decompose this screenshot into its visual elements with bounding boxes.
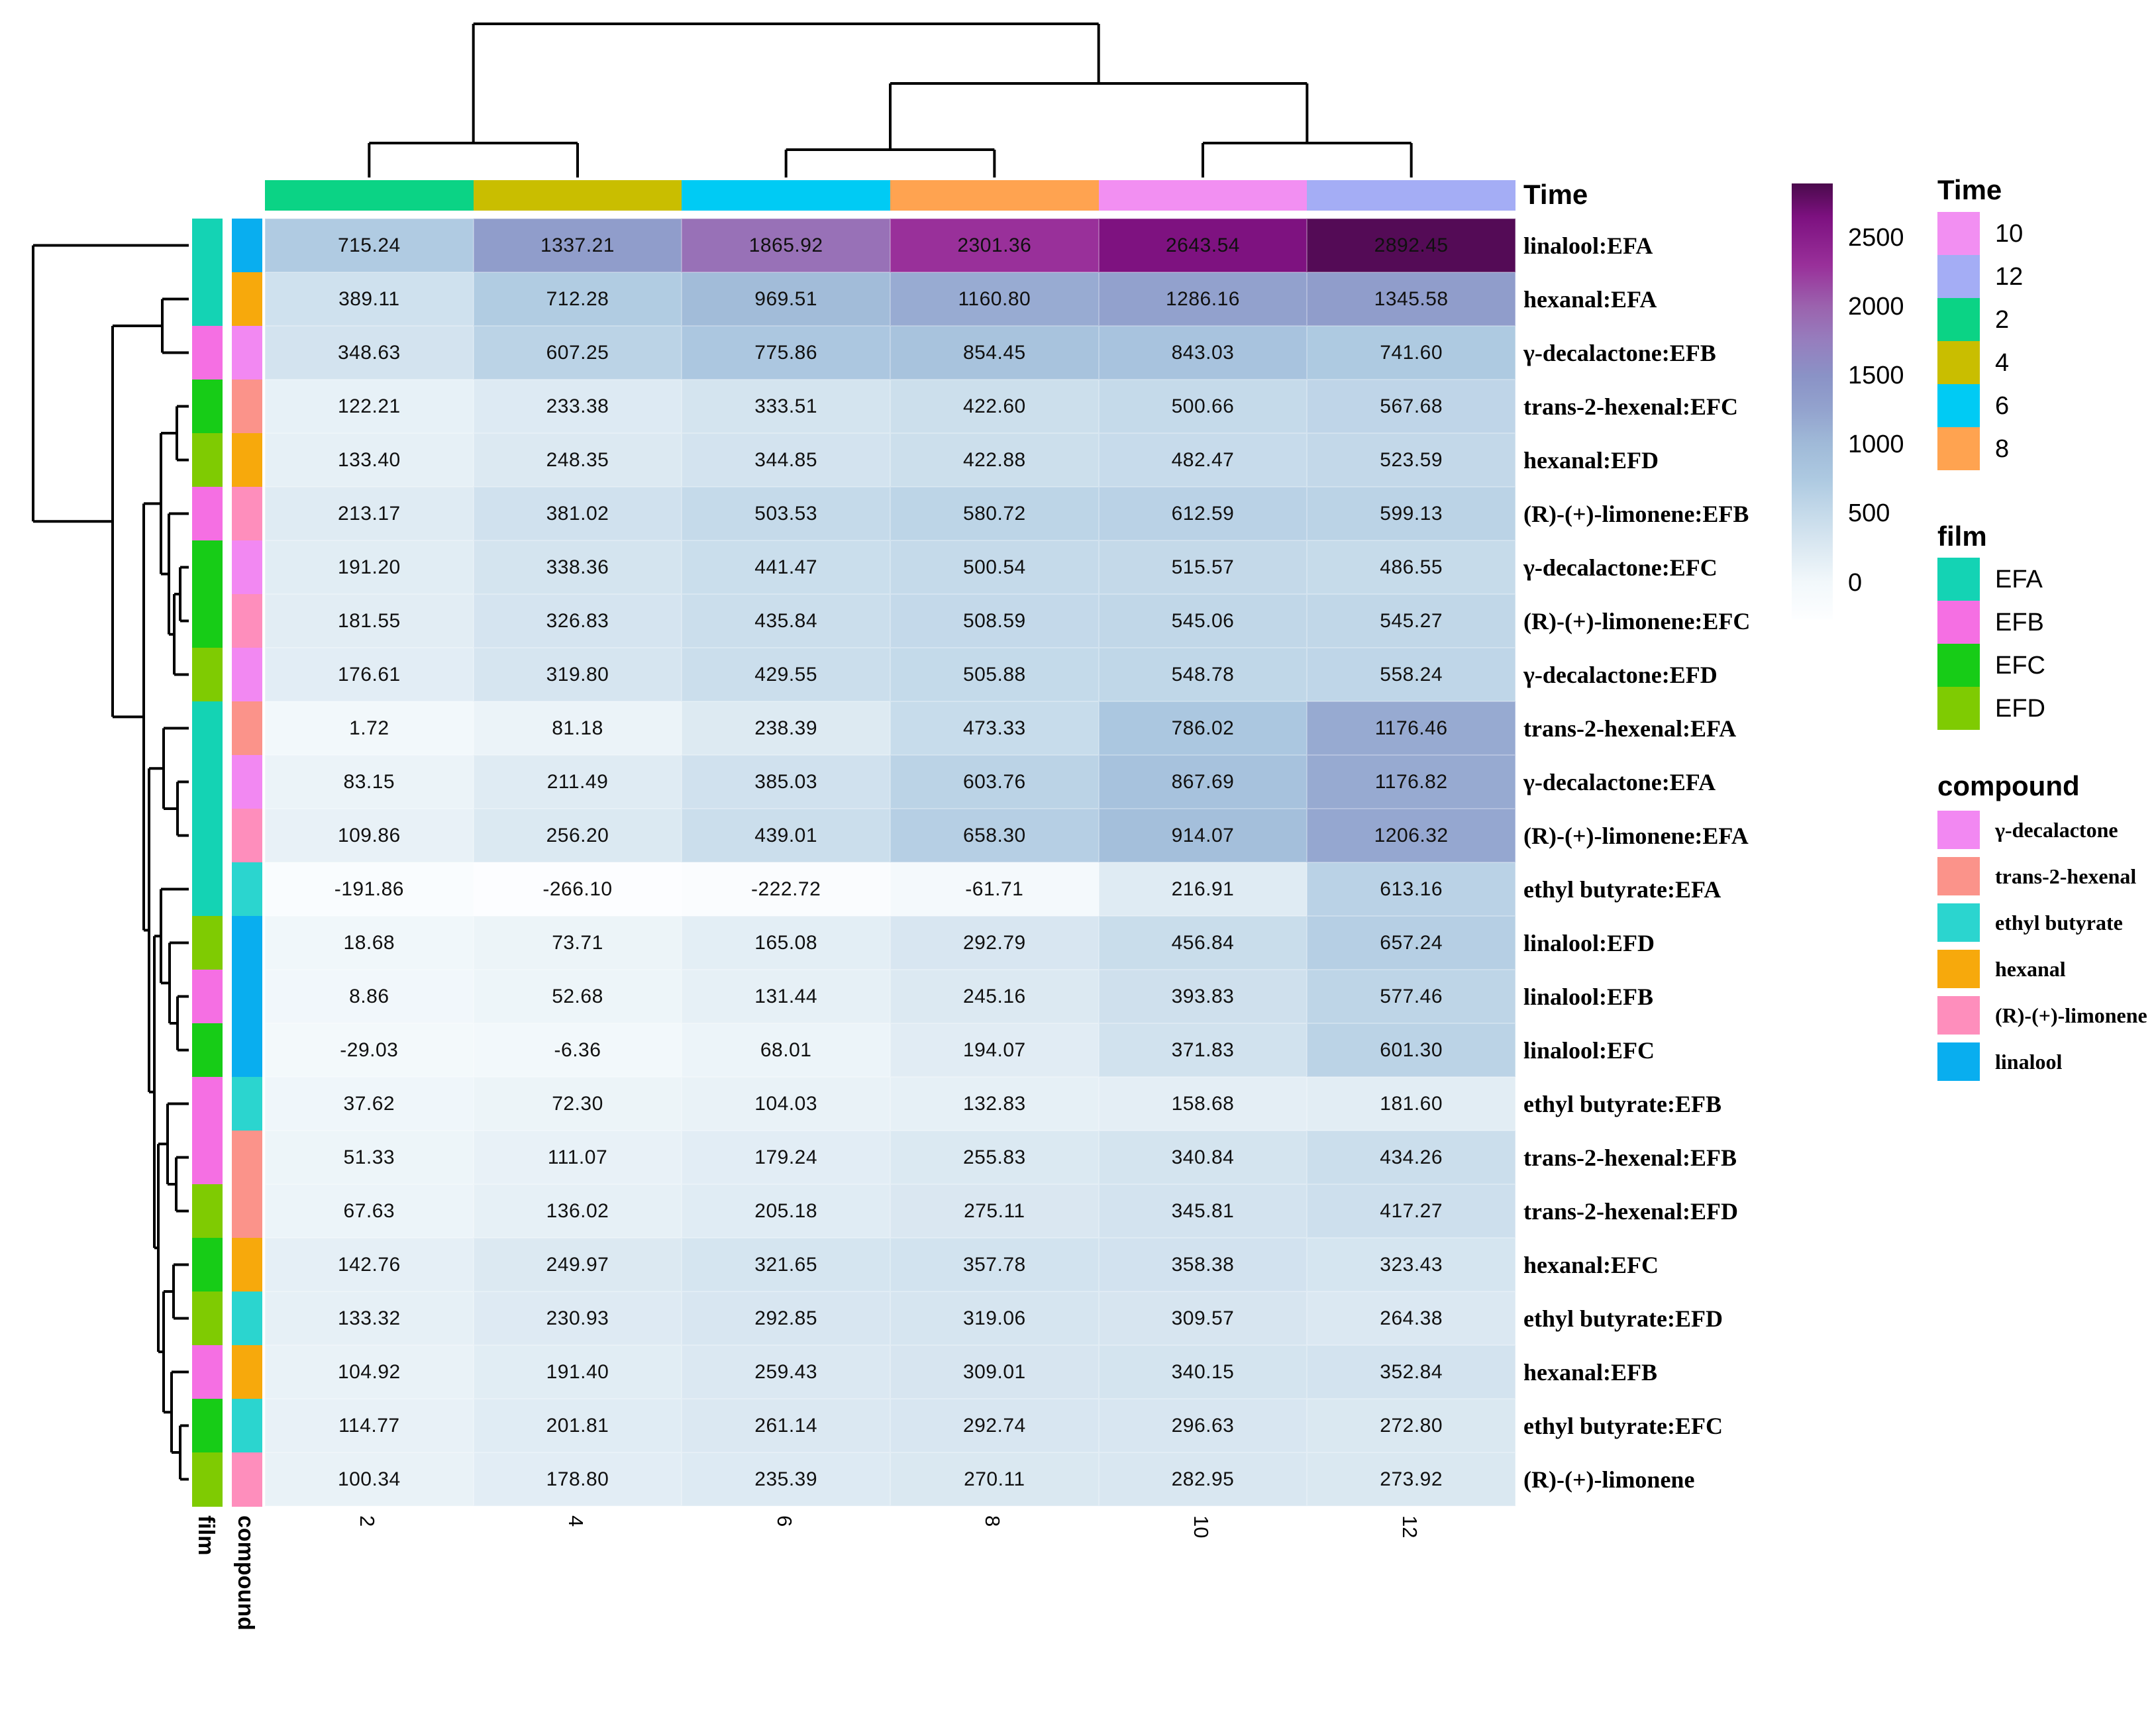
legend-swatch [1937, 341, 1980, 384]
heatmap-cell: 558.24 [1307, 648, 1515, 701]
heatmap-cell: 111.07 [474, 1131, 682, 1184]
heatmap-cell: 270.11 [890, 1452, 1099, 1506]
heatmap-cell: -61.71 [890, 862, 1099, 916]
time-annotation-segment [682, 180, 890, 211]
heatmap-cell: 72.30 [474, 1077, 682, 1131]
legend-entry-label: γ-decalactone [1995, 818, 2118, 842]
row-dendrogram [10, 219, 189, 1506]
color-scale-tick-label: 2000 [1848, 292, 1904, 321]
heatmap-cell: 1176.82 [1307, 755, 1515, 809]
heatmap-cell: 603.76 [890, 755, 1099, 809]
heatmap-cell: 292.79 [890, 916, 1099, 970]
column-label: 2 [356, 1515, 380, 1527]
column-dendrogram [265, 12, 1515, 179]
heatmap-cell: 515.57 [1099, 540, 1308, 594]
film-annotation-segment [192, 326, 223, 380]
heatmap-cell: 613.16 [1307, 862, 1515, 916]
heatmap-cell: 340.84 [1099, 1131, 1308, 1184]
heatmap-cell: 435.84 [682, 594, 890, 648]
film-annotation-column [192, 219, 223, 1506]
legend-swatch [1937, 903, 1980, 942]
film-annotation-segment [192, 1238, 223, 1292]
heatmap-cell: 248.35 [474, 433, 682, 487]
legend-swatch [1937, 857, 1980, 895]
heatmap-cell: 786.02 [1099, 701, 1308, 755]
heatmap-cell: 275.11 [890, 1184, 1099, 1238]
legend-title-time: Time [1937, 174, 2002, 205]
legend-entry-label: EFA [1995, 565, 2043, 593]
heatmap-cell: 352.84 [1307, 1345, 1515, 1399]
color-scale-tick-label: 2500 [1848, 223, 1904, 252]
compound-annotation-segment [232, 1345, 262, 1399]
compound-annotation-segment [232, 1238, 262, 1292]
film-annotation-segment [192, 487, 223, 541]
heatmap-cell: 238.39 [682, 701, 890, 755]
heatmap-cell: 176.61 [265, 648, 474, 701]
heatmap-cell: 178.80 [474, 1452, 682, 1506]
heatmap-cell: 577.46 [1307, 970, 1515, 1023]
heatmap-cell: 422.60 [890, 380, 1099, 433]
heatmap-cell: 319.80 [474, 648, 682, 701]
legend-entry-label: trans-2-hexenal [1995, 864, 2137, 888]
film-annotation-segment [192, 1184, 223, 1239]
film-annotation-segment [192, 701, 223, 756]
heatmap-cell: 486.55 [1307, 540, 1515, 594]
compound-annotation-segment [232, 809, 262, 863]
heatmap-cell: 371.83 [1099, 1023, 1308, 1077]
row-label: linalool:EFB [1523, 983, 1654, 1010]
heatmap-cell: 381.02 [474, 487, 682, 540]
heatmap-cell: 104.03 [682, 1077, 890, 1131]
heatmap-cell: 213.17 [265, 487, 474, 540]
color-scale-tick-label: 500 [1848, 499, 1890, 528]
heatmap-cell: 68.01 [682, 1023, 890, 1077]
heatmap-cell: 194.07 [890, 1023, 1099, 1077]
legend-swatch [1937, 298, 1980, 341]
row-label: linalool:EFD [1523, 929, 1655, 956]
compound-annotation-segment [232, 219, 262, 273]
legend-swatch [1937, 601, 1980, 644]
time-annotation-segment [890, 180, 1099, 211]
row-label: (R)-(+)-limonene:EFC [1523, 607, 1751, 634]
heatmap-cell: 321.65 [682, 1238, 890, 1292]
heatmap-cell: 417.27 [1307, 1184, 1515, 1238]
heatmap-cell: 18.68 [265, 916, 474, 970]
heatmap-cell: 264.38 [1307, 1292, 1515, 1345]
heatmap-cell: -266.10 [474, 862, 682, 916]
heatmap-cell: 8.86 [265, 970, 474, 1023]
heatmap-cell: 259.43 [682, 1345, 890, 1399]
heatmap-cell: 357.78 [890, 1238, 1099, 1292]
heatmap-cell: 2892.45 [1307, 219, 1515, 272]
heatmap-cell: 503.53 [682, 487, 890, 540]
heatmap-cell: 179.24 [682, 1131, 890, 1184]
legend-swatch [1937, 1042, 1980, 1081]
compound-annotation-segment [232, 701, 262, 756]
heatmap-cell: 104.92 [265, 1345, 474, 1399]
time-annotation-segment [1307, 180, 1515, 211]
column-label: 8 [981, 1515, 1005, 1527]
heatmap-cell: 165.08 [682, 916, 890, 970]
legend-entry-label: linalool [1995, 1050, 2063, 1074]
heatmap-cell: 2301.36 [890, 219, 1099, 272]
heatmap-cell: 567.68 [1307, 380, 1515, 433]
heatmap-cell: 508.59 [890, 594, 1099, 648]
legend-swatch [1937, 644, 1980, 687]
heatmap-cell: 114.77 [265, 1399, 474, 1452]
time-annotation-segment [265, 180, 474, 211]
heatmap-cell: 500.54 [890, 540, 1099, 594]
heatmap-cell: 1865.92 [682, 219, 890, 272]
legend-entry-label: EFC [1995, 651, 2045, 680]
film-annotation-segment [192, 433, 223, 487]
heatmap-cell: 658.30 [890, 809, 1099, 862]
heatmap-cell: 1206.32 [1307, 809, 1515, 862]
heatmap-cell: 712.28 [474, 272, 682, 326]
heatmap-cell: 843.03 [1099, 326, 1308, 380]
heatmap-cell: 256.20 [474, 809, 682, 862]
color-scale-tick-label: 0 [1848, 568, 1863, 597]
heatmap-cell: 132.83 [890, 1077, 1099, 1131]
time-annotation-title: Time [1523, 179, 1588, 210]
heatmap-cell: 914.07 [1099, 809, 1308, 862]
row-label: γ-decalactone:EFD [1523, 661, 1718, 688]
heatmap-cell: 191.20 [265, 540, 474, 594]
film-annotation-segment [192, 916, 223, 970]
heatmap-cell: 67.63 [265, 1184, 474, 1238]
compound-annotation-segment [232, 380, 262, 434]
heatmap-cell: 1176.46 [1307, 701, 1515, 755]
heatmap-cell: 523.59 [1307, 433, 1515, 487]
row-label: ethyl butyrate:EFC [1523, 1412, 1723, 1439]
film-annotation-segment [192, 1077, 223, 1131]
row-label: (R)-(+)-limonene [1523, 1466, 1695, 1493]
compound-annotation-segment [232, 755, 262, 809]
legend-swatch [1937, 996, 1980, 1035]
heatmap-cell: 715.24 [265, 219, 474, 272]
legend-title-film: film [1937, 521, 1987, 552]
heatmap-cell: 282.95 [1099, 1452, 1308, 1506]
row-label: ethyl butyrate:EFB [1523, 1090, 1721, 1117]
row-label: γ-decalactone:EFB [1523, 339, 1716, 366]
heatmap-cell: 109.86 [265, 809, 474, 862]
film-axis-label: film [193, 1515, 219, 1556]
compound-annotation-segment [232, 970, 262, 1024]
heatmap-cell: 657.24 [1307, 916, 1515, 970]
heatmap-cell: 131.44 [682, 970, 890, 1023]
heatmap-cell: 122.21 [265, 380, 474, 433]
heatmap-cell: 292.74 [890, 1399, 1099, 1452]
heatmap-cell: 601.30 [1307, 1023, 1515, 1077]
legend-entry-label: 8 [1995, 434, 2010, 463]
heatmap-cell: 545.06 [1099, 594, 1308, 648]
compound-annotation-segment [232, 1131, 262, 1185]
column-label: 12 [1398, 1515, 1421, 1539]
legend-swatch [1937, 255, 1980, 298]
heatmap-cell: 309.57 [1099, 1292, 1308, 1345]
heatmap-cell: 323.43 [1307, 1238, 1515, 1292]
heatmap-cell: 393.83 [1099, 970, 1308, 1023]
compound-annotation-segment [232, 433, 262, 487]
film-annotation-segment [192, 1345, 223, 1399]
legend-entry-label: (R)-(+)-limonene [1995, 1003, 2147, 1027]
heatmap-cell: 340.15 [1099, 1345, 1308, 1399]
heatmap-cell: -29.03 [265, 1023, 474, 1077]
heatmap-cell: 2643.54 [1099, 219, 1308, 272]
row-label: (R)-(+)-limonene:EFB [1523, 500, 1749, 527]
film-annotation-segment [192, 380, 223, 434]
heatmap-cell: 338.36 [474, 540, 682, 594]
film-annotation-segment [192, 1452, 223, 1507]
film-annotation-segment [192, 862, 223, 917]
row-label: trans-2-hexenal:EFD [1523, 1197, 1738, 1225]
heatmap-cell: 73.71 [474, 916, 682, 970]
heatmap-cell: 216.91 [1099, 862, 1308, 916]
heatmap-cell: 319.06 [890, 1292, 1099, 1345]
heatmap-cell: 296.63 [1099, 1399, 1308, 1452]
heatmap-cell: 456.84 [1099, 916, 1308, 970]
compound-axis-label: compound [233, 1515, 258, 1631]
heatmap-cell: 230.93 [474, 1292, 682, 1345]
compound-annotation-segment [232, 594, 262, 648]
time-annotation-bar [265, 180, 1515, 211]
legend-swatch [1937, 811, 1980, 849]
heatmap-cell: 233.38 [474, 380, 682, 433]
time-annotation-segment [474, 180, 682, 211]
compound-annotation-segment [232, 916, 262, 970]
row-label: (R)-(+)-limonene:EFA [1523, 822, 1749, 849]
legend-swatch [1937, 558, 1980, 601]
compound-annotation-segment [232, 487, 262, 541]
legend-entry-label: EFD [1995, 694, 2045, 723]
heatmap-cell: 133.40 [265, 433, 474, 487]
heatmap-cell: 344.85 [682, 433, 890, 487]
film-annotation-segment [192, 809, 223, 863]
heatmap-cell: 345.81 [1099, 1184, 1308, 1238]
heatmap-grid [265, 219, 1515, 1506]
film-annotation-segment [192, 970, 223, 1024]
heatmap-cell: 326.83 [474, 594, 682, 648]
compound-annotation-segment [232, 862, 262, 917]
heatmap-cell: 473.33 [890, 701, 1099, 755]
heatmap-cell: 133.32 [265, 1292, 474, 1345]
heatmap-cell: 83.15 [265, 755, 474, 809]
heatmap-cell: 439.01 [682, 809, 890, 862]
legend-swatch [1937, 427, 1980, 470]
row-label: γ-decalactone:EFC [1523, 554, 1718, 581]
film-annotation-segment [192, 594, 223, 648]
heatmap-cell: 358.38 [1099, 1238, 1308, 1292]
heatmap-cell: 51.33 [265, 1131, 474, 1184]
heatmap-cell: 434.26 [1307, 1131, 1515, 1184]
row-label: hexanal:EFC [1523, 1251, 1659, 1278]
heatmap-cell: 500.66 [1099, 380, 1308, 433]
film-annotation-segment [192, 1131, 223, 1185]
heatmap-cell: 422.88 [890, 433, 1099, 487]
column-label: 6 [772, 1515, 796, 1527]
film-annotation-segment [192, 1292, 223, 1346]
heatmap-cell: 272.80 [1307, 1399, 1515, 1452]
heatmap-cell: 52.68 [474, 970, 682, 1023]
compound-annotation-segment [232, 1023, 262, 1078]
legend-entry-label: 10 [1995, 219, 2024, 248]
row-label: hexanal:EFB [1523, 1358, 1658, 1386]
heatmap-cell: -6.36 [474, 1023, 682, 1077]
heatmap-cell: 441.47 [682, 540, 890, 594]
heatmap-cell: 505.88 [890, 648, 1099, 701]
legend-entry-label: 2 [1995, 305, 2010, 334]
row-label: linalool:EFA [1523, 232, 1653, 259]
heatmap-cell: 1.72 [265, 701, 474, 755]
heatmap-cell: 136.02 [474, 1184, 682, 1238]
legend-swatch [1937, 212, 1980, 255]
heatmap-cell: 333.51 [682, 380, 890, 433]
heatmap-cell: 255.83 [890, 1131, 1099, 1184]
heatmap-cell: 181.60 [1307, 1077, 1515, 1131]
heatmap-cell: 201.81 [474, 1399, 682, 1452]
legend-swatch [1937, 384, 1980, 427]
heatmap-cell: 1160.80 [890, 272, 1099, 326]
legend-entry-label: 6 [1995, 391, 2010, 420]
row-label: hexanal:EFD [1523, 446, 1659, 474]
film-annotation-segment [192, 1023, 223, 1078]
heatmap-cell: -222.72 [682, 862, 890, 916]
row-label: trans-2-hexenal:EFA [1523, 715, 1737, 742]
heatmap-cell: 741.60 [1307, 326, 1515, 380]
row-label: hexanal:EFA [1523, 285, 1657, 313]
film-annotation-segment [192, 1399, 223, 1453]
compound-annotation-segment [232, 272, 262, 327]
heatmap-cell: 775.86 [682, 326, 890, 380]
compound-annotation-segment [232, 1077, 262, 1131]
film-annotation-segment [192, 648, 223, 702]
column-label: 10 [1190, 1515, 1213, 1539]
row-label: trans-2-hexenal:EFC [1523, 393, 1738, 420]
heatmap-cell: 1345.58 [1307, 272, 1515, 326]
row-label: ethyl butyrate:EFD [1523, 1305, 1723, 1332]
compound-annotation-column [232, 219, 262, 1506]
heatmap-cell: 273.92 [1307, 1452, 1515, 1506]
heatmap-cell: 969.51 [682, 272, 890, 326]
compound-annotation-segment [232, 648, 262, 702]
color-scale-bar [1792, 183, 1833, 619]
heatmap-cell: 309.01 [890, 1345, 1099, 1399]
row-label: trans-2-hexenal:EFB [1523, 1144, 1737, 1171]
heatmap-cell: 612.59 [1099, 487, 1308, 540]
legend-swatch [1937, 687, 1980, 730]
heatmap-cell: 482.47 [1099, 433, 1308, 487]
legend-entry-label: ethyl butyrate [1995, 911, 2123, 935]
heatmap-cell: 1286.16 [1099, 272, 1308, 326]
heatmap-cell: 181.55 [265, 594, 474, 648]
compound-annotation-segment [232, 540, 262, 595]
film-annotation-segment [192, 272, 223, 327]
heatmap-cell: 854.45 [890, 326, 1099, 380]
heatmap-cell: 385.03 [682, 755, 890, 809]
compound-annotation-segment [232, 1184, 262, 1239]
legend-title-compound: compound [1937, 770, 2080, 801]
legend-entry-label: hexanal [1995, 957, 2066, 981]
heatmap-cell: 389.11 [265, 272, 474, 326]
compound-annotation-segment [232, 326, 262, 380]
heatmap-cell: 599.13 [1307, 487, 1515, 540]
film-annotation-segment [192, 540, 223, 595]
legend-entry-label: 12 [1995, 262, 2024, 291]
color-scale-tick-label: 1000 [1848, 430, 1904, 459]
compound-annotation-segment [232, 1292, 262, 1346]
column-label: 4 [564, 1515, 588, 1527]
heatmap-cell: 245.16 [890, 970, 1099, 1023]
compound-annotation-segment [232, 1452, 262, 1507]
heatmap-cell: 235.39 [682, 1452, 890, 1506]
heatmap-cell: 261.14 [682, 1399, 890, 1452]
legend-swatch [1937, 950, 1980, 988]
row-label: γ-decalactone:EFA [1523, 768, 1716, 795]
legend-entry-label: 4 [1995, 348, 2010, 377]
heatmap-cell: -191.86 [265, 862, 474, 916]
heatmap-cell: 142.76 [265, 1238, 474, 1292]
row-label: ethyl butyrate:EFA [1523, 876, 1721, 903]
time-annotation-segment [1099, 180, 1308, 211]
heatmap-cell: 100.34 [265, 1452, 474, 1506]
heatmap-cell: 292.85 [682, 1292, 890, 1345]
heatmap-cell: 81.18 [474, 701, 682, 755]
film-annotation-segment [192, 219, 223, 273]
heatmap-cell: 1337.21 [474, 219, 682, 272]
film-annotation-segment [192, 755, 223, 809]
color-scale-tick-label: 1500 [1848, 362, 1904, 390]
heatmap-cell: 607.25 [474, 326, 682, 380]
heatmap-cell: 37.62 [265, 1077, 474, 1131]
row-label: linalool:EFC [1523, 1037, 1655, 1064]
heatmap-cell: 249.97 [474, 1238, 682, 1292]
legend-entry-label: EFB [1995, 608, 2044, 636]
heatmap-cell: 429.55 [682, 648, 890, 701]
heatmap-cell: 191.40 [474, 1345, 682, 1399]
heatmap-cell: 348.63 [265, 326, 474, 380]
heatmap-cell: 867.69 [1099, 755, 1308, 809]
heatmap-cell: 158.68 [1099, 1077, 1308, 1131]
compound-annotation-segment [232, 1399, 262, 1453]
heatmap-cell: 548.78 [1099, 648, 1308, 701]
heatmap-cell: 545.27 [1307, 594, 1515, 648]
heatmap-cell: 580.72 [890, 487, 1099, 540]
heatmap-cell: 205.18 [682, 1184, 890, 1238]
heatmap-cell: 211.49 [474, 755, 682, 809]
